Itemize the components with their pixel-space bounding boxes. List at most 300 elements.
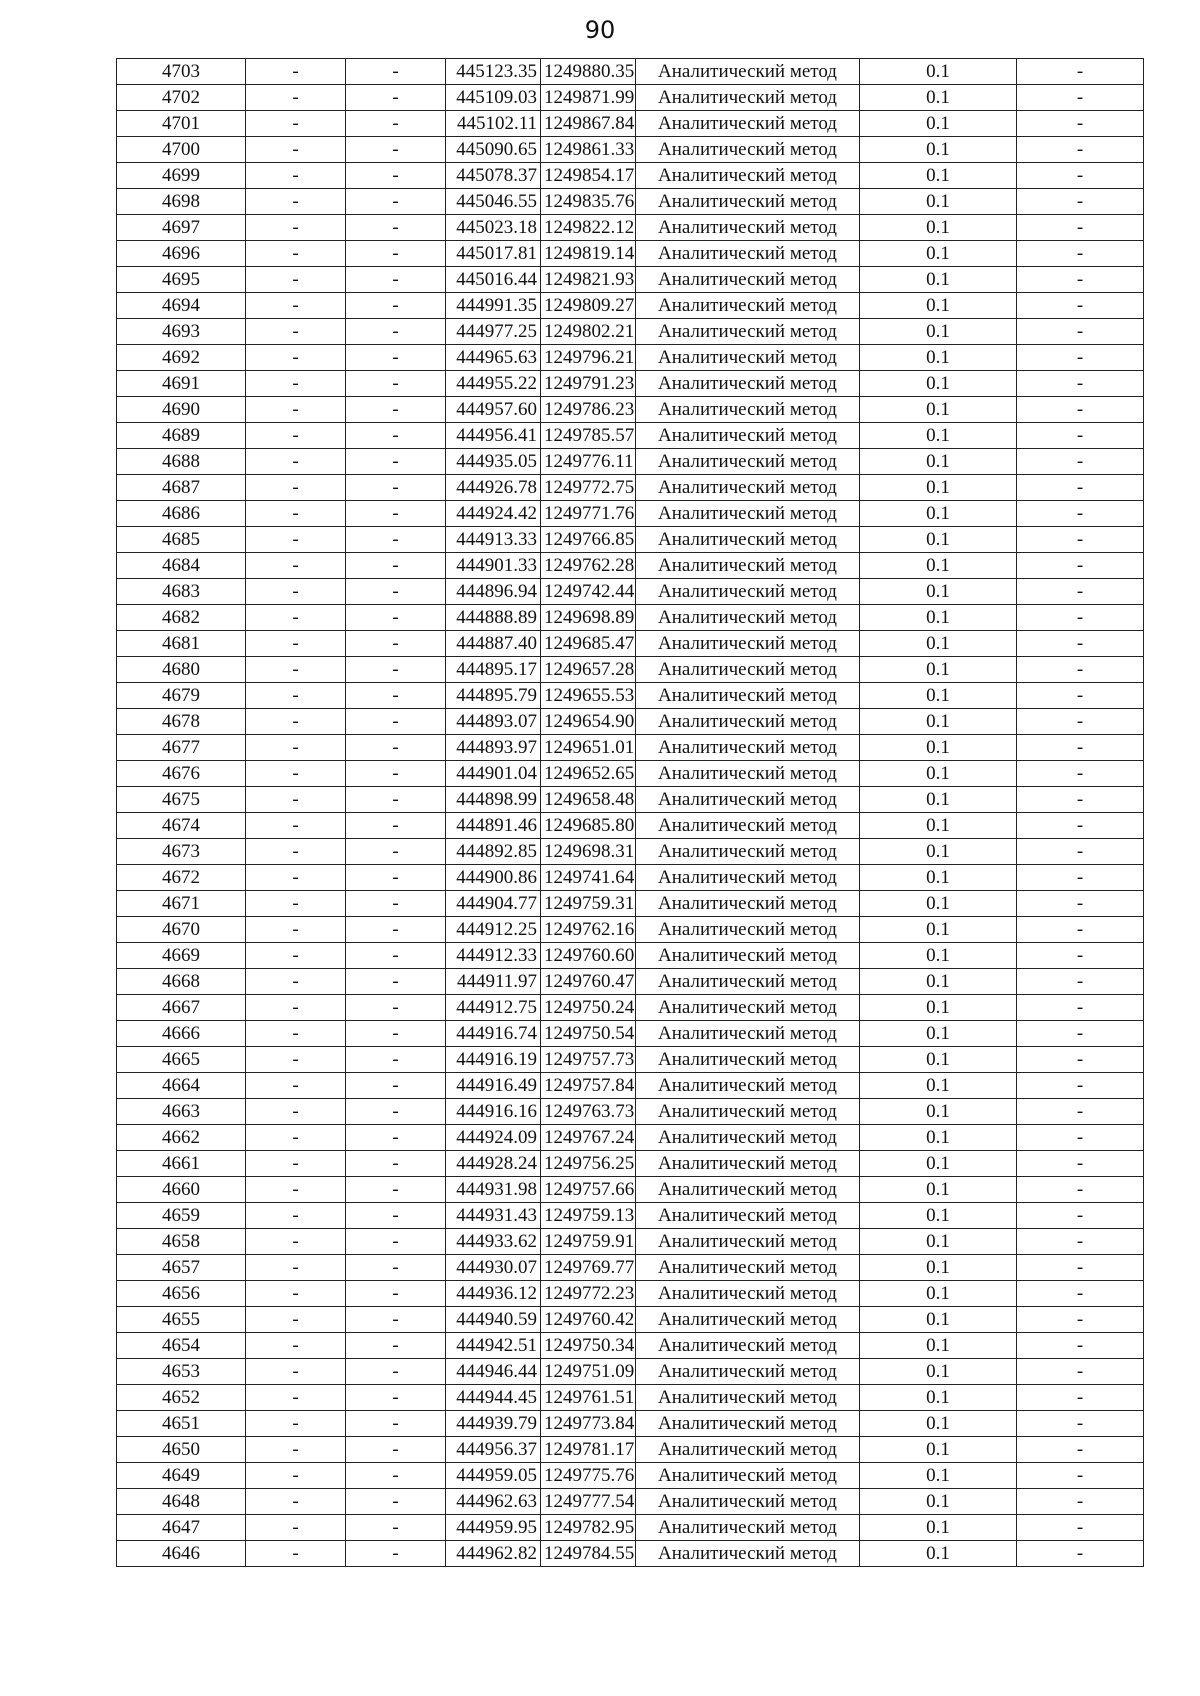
coordinate-y: 1249698.31 bbox=[541, 839, 636, 865]
coordinate-y: 1249655.53 bbox=[541, 683, 636, 709]
cell-dash-1: - bbox=[246, 1307, 346, 1333]
coordinate-x: 444900.86 bbox=[446, 865, 541, 891]
precision-cell: 0.1 bbox=[860, 1177, 1017, 1203]
cell-dash-3: - bbox=[1017, 1073, 1144, 1099]
coordinate-y: 1249750.34 bbox=[541, 1333, 636, 1359]
cell-dash-3: - bbox=[1017, 527, 1144, 553]
cell-dash-1: - bbox=[246, 397, 346, 423]
table-row bbox=[117, 1281, 1144, 1307]
coordinate-x: 444916.74 bbox=[446, 1021, 541, 1047]
method-cell: Аналитический метод bbox=[636, 943, 860, 969]
cell-dash-1: - bbox=[246, 1281, 346, 1307]
point-number: 4652 bbox=[117, 1385, 246, 1411]
precision-cell: 0.1 bbox=[860, 319, 1017, 345]
cell-dash-2: - bbox=[346, 657, 446, 683]
cell-dash-2: - bbox=[346, 1203, 446, 1229]
coordinate-y: 1249766.85 bbox=[541, 527, 636, 553]
coordinate-x: 444895.17 bbox=[446, 657, 541, 683]
point-number: 4655 bbox=[117, 1307, 246, 1333]
cell-dash-3: - bbox=[1017, 59, 1144, 85]
cell-dash-1: - bbox=[246, 657, 346, 683]
table-row bbox=[117, 995, 1144, 1021]
coordinate-y: 1249822.12 bbox=[541, 215, 636, 241]
table-row bbox=[117, 1047, 1144, 1073]
table-row bbox=[117, 475, 1144, 501]
coordinate-y: 1249819.14 bbox=[541, 241, 636, 267]
cell-dash-1: - bbox=[246, 1385, 346, 1411]
table-row bbox=[117, 1489, 1144, 1515]
precision-cell: 0.1 bbox=[860, 1463, 1017, 1489]
cell-dash-2: - bbox=[346, 1307, 446, 1333]
precision-cell: 0.1 bbox=[860, 1073, 1017, 1099]
precision-cell: 0.1 bbox=[860, 59, 1017, 85]
precision-cell: 0.1 bbox=[860, 839, 1017, 865]
coordinate-x: 444946.44 bbox=[446, 1359, 541, 1385]
point-number: 4647 bbox=[117, 1515, 246, 1541]
cell-dash-2: - bbox=[346, 605, 446, 631]
cell-dash-3: - bbox=[1017, 657, 1144, 683]
precision-cell: 0.1 bbox=[860, 345, 1017, 371]
coordinate-y: 1249751.09 bbox=[541, 1359, 636, 1385]
coordinate-x: 444924.09 bbox=[446, 1125, 541, 1151]
cell-dash-1: - bbox=[246, 683, 346, 709]
cell-dash-1: - bbox=[246, 865, 346, 891]
table-row bbox=[117, 865, 1144, 891]
cell-dash-1: - bbox=[246, 475, 346, 501]
cell-dash-2: - bbox=[346, 345, 446, 371]
table-row bbox=[117, 787, 1144, 813]
point-number: 4649 bbox=[117, 1463, 246, 1489]
coordinate-x: 444891.46 bbox=[446, 813, 541, 839]
cell-dash-1: - bbox=[246, 1229, 346, 1255]
coordinate-y: 1249658.48 bbox=[541, 787, 636, 813]
coordinate-y: 1249750.54 bbox=[541, 1021, 636, 1047]
cell-dash-1: - bbox=[246, 1203, 346, 1229]
cell-dash-2: - bbox=[346, 891, 446, 917]
table-row bbox=[117, 735, 1144, 761]
method-cell: Аналитический метод bbox=[636, 1229, 860, 1255]
cell-dash-2: - bbox=[346, 1177, 446, 1203]
cell-dash-2: - bbox=[346, 1125, 446, 1151]
point-number: 4656 bbox=[117, 1281, 246, 1307]
coordinate-x: 444959.05 bbox=[446, 1463, 541, 1489]
method-cell: Аналитический метод bbox=[636, 1125, 860, 1151]
point-number: 4691 bbox=[117, 371, 246, 397]
cell-dash-3: - bbox=[1017, 85, 1144, 111]
table-row bbox=[117, 293, 1144, 319]
coordinate-x: 444916.49 bbox=[446, 1073, 541, 1099]
cell-dash-3: - bbox=[1017, 449, 1144, 475]
coordinate-y: 1249775.76 bbox=[541, 1463, 636, 1489]
table-row bbox=[117, 1255, 1144, 1281]
table-row bbox=[117, 1229, 1144, 1255]
table-row bbox=[117, 1151, 1144, 1177]
coordinate-y: 1249871.99 bbox=[541, 85, 636, 111]
precision-cell: 0.1 bbox=[860, 1489, 1017, 1515]
point-number: 4688 bbox=[117, 449, 246, 475]
table-row bbox=[117, 1541, 1144, 1567]
cell-dash-1: - bbox=[246, 85, 346, 111]
method-cell: Аналитический метод bbox=[636, 1151, 860, 1177]
precision-cell: 0.1 bbox=[860, 1333, 1017, 1359]
cell-dash-1: - bbox=[246, 1541, 346, 1567]
coordinate-y: 1249767.24 bbox=[541, 1125, 636, 1151]
cell-dash-1: - bbox=[246, 891, 346, 917]
method-cell: Аналитический метод bbox=[636, 241, 860, 267]
coordinate-x: 444893.07 bbox=[446, 709, 541, 735]
coordinate-y: 1249777.54 bbox=[541, 1489, 636, 1515]
cell-dash-1: - bbox=[246, 1411, 346, 1437]
cell-dash-2: - bbox=[346, 137, 446, 163]
point-number: 4663 bbox=[117, 1099, 246, 1125]
cell-dash-2: - bbox=[346, 449, 446, 475]
point-number: 4675 bbox=[117, 787, 246, 813]
coordinate-y: 1249772.75 bbox=[541, 475, 636, 501]
precision-cell: 0.1 bbox=[860, 1255, 1017, 1281]
method-cell: Аналитический метод bbox=[636, 735, 860, 761]
precision-cell: 0.1 bbox=[860, 475, 1017, 501]
coordinate-x: 444911.97 bbox=[446, 969, 541, 995]
coordinate-x: 444892.85 bbox=[446, 839, 541, 865]
cell-dash-1: - bbox=[246, 371, 346, 397]
precision-cell: 0.1 bbox=[860, 1151, 1017, 1177]
precision-cell: 0.1 bbox=[860, 397, 1017, 423]
point-number: 4664 bbox=[117, 1073, 246, 1099]
cell-dash-3: - bbox=[1017, 267, 1144, 293]
point-number: 4674 bbox=[117, 813, 246, 839]
cell-dash-2: - bbox=[346, 995, 446, 1021]
method-cell: Аналитический метод bbox=[636, 397, 860, 423]
coordinate-x: 444926.78 bbox=[446, 475, 541, 501]
table-row bbox=[117, 683, 1144, 709]
table-row bbox=[117, 813, 1144, 839]
precision-cell: 0.1 bbox=[860, 1281, 1017, 1307]
precision-cell: 0.1 bbox=[860, 1125, 1017, 1151]
table-row bbox=[117, 501, 1144, 527]
table-row bbox=[117, 449, 1144, 475]
coordinate-y: 1249861.33 bbox=[541, 137, 636, 163]
table-row bbox=[117, 1463, 1144, 1489]
cell-dash-3: - bbox=[1017, 475, 1144, 501]
cell-dash-2: - bbox=[346, 839, 446, 865]
point-number: 4683 bbox=[117, 579, 246, 605]
cell-dash-3: - bbox=[1017, 943, 1144, 969]
table-row bbox=[117, 1307, 1144, 1333]
coordinate-y: 1249760.42 bbox=[541, 1307, 636, 1333]
point-number: 4654 bbox=[117, 1333, 246, 1359]
point-number: 4671 bbox=[117, 891, 246, 917]
method-cell: Аналитический метод bbox=[636, 293, 860, 319]
method-cell: Аналитический метод bbox=[636, 1203, 860, 1229]
coordinate-y: 1249761.51 bbox=[541, 1385, 636, 1411]
precision-cell: 0.1 bbox=[860, 1541, 1017, 1567]
cell-dash-3: - bbox=[1017, 1099, 1144, 1125]
method-cell: Аналитический метод bbox=[636, 1463, 860, 1489]
cell-dash-1: - bbox=[246, 449, 346, 475]
point-number: 4687 bbox=[117, 475, 246, 501]
coordinate-x: 444955.22 bbox=[446, 371, 541, 397]
cell-dash-3: - bbox=[1017, 1203, 1144, 1229]
point-number: 4685 bbox=[117, 527, 246, 553]
coordinate-x: 445102.11 bbox=[446, 111, 541, 137]
point-number: 4703 bbox=[117, 59, 246, 85]
coordinate-x: 444893.97 bbox=[446, 735, 541, 761]
cell-dash-2: - bbox=[346, 1021, 446, 1047]
method-cell: Аналитический метод bbox=[636, 501, 860, 527]
table-row bbox=[117, 1099, 1144, 1125]
point-number: 4670 bbox=[117, 917, 246, 943]
cell-dash-2: - bbox=[346, 631, 446, 657]
method-cell: Аналитический метод bbox=[636, 371, 860, 397]
method-cell: Аналитический метод bbox=[636, 839, 860, 865]
table-row bbox=[117, 137, 1144, 163]
cell-dash-2: - bbox=[346, 293, 446, 319]
table-row bbox=[117, 553, 1144, 579]
precision-cell: 0.1 bbox=[860, 943, 1017, 969]
point-number: 4662 bbox=[117, 1125, 246, 1151]
cell-dash-1: - bbox=[246, 735, 346, 761]
precision-cell: 0.1 bbox=[860, 657, 1017, 683]
coordinate-x: 445017.81 bbox=[446, 241, 541, 267]
cell-dash-1: - bbox=[246, 111, 346, 137]
precision-cell: 0.1 bbox=[860, 1203, 1017, 1229]
cell-dash-1: - bbox=[246, 423, 346, 449]
method-cell: Аналитический метод bbox=[636, 657, 860, 683]
cell-dash-2: - bbox=[346, 215, 446, 241]
table-row bbox=[117, 579, 1144, 605]
cell-dash-3: - bbox=[1017, 579, 1144, 605]
point-number: 4665 bbox=[117, 1047, 246, 1073]
point-number: 4651 bbox=[117, 1411, 246, 1437]
table-row bbox=[117, 709, 1144, 735]
precision-cell: 0.1 bbox=[860, 1047, 1017, 1073]
cell-dash-3: - bbox=[1017, 1411, 1144, 1437]
table-row bbox=[117, 371, 1144, 397]
cell-dash-2: - bbox=[346, 787, 446, 813]
method-cell: Аналитический метод bbox=[636, 995, 860, 1021]
method-cell: Аналитический метод bbox=[636, 1099, 860, 1125]
cell-dash-2: - bbox=[346, 501, 446, 527]
coordinate-x: 444956.41 bbox=[446, 423, 541, 449]
coordinate-y: 1249769.77 bbox=[541, 1255, 636, 1281]
precision-cell: 0.1 bbox=[860, 605, 1017, 631]
method-cell: Аналитический метод bbox=[636, 1255, 860, 1281]
cell-dash-3: - bbox=[1017, 371, 1144, 397]
point-number: 4701 bbox=[117, 111, 246, 137]
method-cell: Аналитический метод bbox=[636, 1489, 860, 1515]
method-cell: Аналитический метод bbox=[636, 969, 860, 995]
cell-dash-1: - bbox=[246, 969, 346, 995]
cell-dash-1: - bbox=[246, 189, 346, 215]
cell-dash-2: - bbox=[346, 1411, 446, 1437]
method-cell: Аналитический метод bbox=[636, 163, 860, 189]
table-row bbox=[117, 943, 1144, 969]
cell-dash-2: - bbox=[346, 969, 446, 995]
method-cell: Аналитический метод bbox=[636, 813, 860, 839]
precision-cell: 0.1 bbox=[860, 1515, 1017, 1541]
coordinate-x: 444931.98 bbox=[446, 1177, 541, 1203]
coordinate-x: 444898.99 bbox=[446, 787, 541, 813]
cell-dash-2: - bbox=[346, 1489, 446, 1515]
cell-dash-3: - bbox=[1017, 111, 1144, 137]
cell-dash-3: - bbox=[1017, 1463, 1144, 1489]
coordinate-y: 1249760.47 bbox=[541, 969, 636, 995]
table-row bbox=[117, 397, 1144, 423]
coordinate-x: 444957.60 bbox=[446, 397, 541, 423]
point-number: 4668 bbox=[117, 969, 246, 995]
cell-dash-2: - bbox=[346, 735, 446, 761]
coordinate-y: 1249796.21 bbox=[541, 345, 636, 371]
precision-cell: 0.1 bbox=[860, 891, 1017, 917]
cell-dash-2: - bbox=[346, 1047, 446, 1073]
coordinate-y: 1249776.11 bbox=[541, 449, 636, 475]
method-cell: Аналитический метод bbox=[636, 1385, 860, 1411]
coordinate-y: 1249757.84 bbox=[541, 1073, 636, 1099]
cell-dash-1: - bbox=[246, 1021, 346, 1047]
cell-dash-1: - bbox=[246, 137, 346, 163]
cell-dash-1: - bbox=[246, 1359, 346, 1385]
coordinate-y: 1249762.16 bbox=[541, 917, 636, 943]
coordinate-x: 445046.55 bbox=[446, 189, 541, 215]
coordinate-x: 445023.18 bbox=[446, 215, 541, 241]
coordinate-y: 1249782.95 bbox=[541, 1515, 636, 1541]
coordinate-y: 1249759.31 bbox=[541, 891, 636, 917]
cell-dash-3: - bbox=[1017, 1229, 1144, 1255]
cell-dash-3: - bbox=[1017, 293, 1144, 319]
method-cell: Аналитический метод bbox=[636, 553, 860, 579]
cell-dash-2: - bbox=[346, 397, 446, 423]
cell-dash-3: - bbox=[1017, 1541, 1144, 1567]
point-number: 4676 bbox=[117, 761, 246, 787]
precision-cell: 0.1 bbox=[860, 111, 1017, 137]
coordinate-y: 1249785.57 bbox=[541, 423, 636, 449]
precision-cell: 0.1 bbox=[860, 865, 1017, 891]
method-cell: Аналитический метод bbox=[636, 423, 860, 449]
coordinate-y: 1249652.65 bbox=[541, 761, 636, 787]
method-cell: Аналитический метод bbox=[636, 1047, 860, 1073]
cell-dash-1: - bbox=[246, 553, 346, 579]
coordinate-y: 1249802.21 bbox=[541, 319, 636, 345]
table-body bbox=[117, 59, 1144, 1567]
cell-dash-3: - bbox=[1017, 501, 1144, 527]
point-number: 4666 bbox=[117, 1021, 246, 1047]
precision-cell: 0.1 bbox=[860, 1437, 1017, 1463]
cell-dash-2: - bbox=[346, 475, 446, 501]
cell-dash-3: - bbox=[1017, 813, 1144, 839]
cell-dash-3: - bbox=[1017, 1047, 1144, 1073]
method-cell: Аналитический метод bbox=[636, 1177, 860, 1203]
method-cell: Аналитический метод bbox=[636, 345, 860, 371]
method-cell: Аналитический метод bbox=[636, 1541, 860, 1567]
method-cell: Аналитический метод bbox=[636, 1411, 860, 1437]
table-row bbox=[117, 969, 1144, 995]
coordinate-x: 444924.42 bbox=[446, 501, 541, 527]
cell-dash-3: - bbox=[1017, 1359, 1144, 1385]
point-number: 4693 bbox=[117, 319, 246, 345]
table-row bbox=[117, 1515, 1144, 1541]
method-cell: Аналитический метод bbox=[636, 1307, 860, 1333]
cell-dash-2: - bbox=[346, 683, 446, 709]
cell-dash-1: - bbox=[246, 527, 346, 553]
coordinate-x: 444956.37 bbox=[446, 1437, 541, 1463]
coordinate-y: 1249763.73 bbox=[541, 1099, 636, 1125]
cell-dash-2: - bbox=[346, 1229, 446, 1255]
method-cell: Аналитический метод bbox=[636, 111, 860, 137]
table-row bbox=[117, 1073, 1144, 1099]
point-number: 4673 bbox=[117, 839, 246, 865]
coordinate-x: 444991.35 bbox=[446, 293, 541, 319]
cell-dash-3: - bbox=[1017, 1515, 1144, 1541]
table-row bbox=[117, 59, 1144, 85]
cell-dash-3: - bbox=[1017, 345, 1144, 371]
cell-dash-1: - bbox=[246, 319, 346, 345]
method-cell: Аналитический метод bbox=[636, 1359, 860, 1385]
point-number: 4657 bbox=[117, 1255, 246, 1281]
coordinates-table bbox=[116, 58, 1144, 1567]
cell-dash-2: - bbox=[346, 553, 446, 579]
point-number: 4669 bbox=[117, 943, 246, 969]
precision-cell: 0.1 bbox=[860, 241, 1017, 267]
coordinate-y: 1249685.47 bbox=[541, 631, 636, 657]
cell-dash-1: - bbox=[246, 293, 346, 319]
coordinate-y: 1249757.66 bbox=[541, 1177, 636, 1203]
cell-dash-1: - bbox=[246, 1515, 346, 1541]
coordinate-x: 444916.16 bbox=[446, 1099, 541, 1125]
point-number: 4679 bbox=[117, 683, 246, 709]
coordinate-x: 444933.62 bbox=[446, 1229, 541, 1255]
cell-dash-2: - bbox=[346, 111, 446, 137]
coordinate-x: 444959.95 bbox=[446, 1515, 541, 1541]
method-cell: Аналитический метод bbox=[636, 267, 860, 293]
cell-dash-2: - bbox=[346, 319, 446, 345]
cell-dash-1: - bbox=[246, 995, 346, 1021]
cell-dash-1: - bbox=[246, 1073, 346, 1099]
table-row bbox=[117, 1385, 1144, 1411]
precision-cell: 0.1 bbox=[860, 423, 1017, 449]
page-number: 90 bbox=[584, 16, 616, 44]
cell-dash-1: - bbox=[246, 241, 346, 267]
cell-dash-1: - bbox=[246, 709, 346, 735]
precision-cell: 0.1 bbox=[860, 995, 1017, 1021]
cell-dash-3: - bbox=[1017, 839, 1144, 865]
table-row bbox=[117, 1359, 1144, 1385]
cell-dash-3: - bbox=[1017, 553, 1144, 579]
cell-dash-3: - bbox=[1017, 891, 1144, 917]
method-cell: Аналитический метод bbox=[636, 85, 860, 111]
cell-dash-1: - bbox=[246, 1463, 346, 1489]
cell-dash-3: - bbox=[1017, 1255, 1144, 1281]
cell-dash-3: - bbox=[1017, 1307, 1144, 1333]
cell-dash-1: - bbox=[246, 267, 346, 293]
point-number: 4692 bbox=[117, 345, 246, 371]
precision-cell: 0.1 bbox=[860, 579, 1017, 605]
precision-cell: 0.1 bbox=[860, 189, 1017, 215]
point-number: 4658 bbox=[117, 1229, 246, 1255]
cell-dash-3: - bbox=[1017, 319, 1144, 345]
coordinate-x: 444962.63 bbox=[446, 1489, 541, 1515]
point-number: 4696 bbox=[117, 241, 246, 267]
table-row bbox=[117, 1125, 1144, 1151]
point-number: 4678 bbox=[117, 709, 246, 735]
method-cell: Аналитический метод bbox=[636, 787, 860, 813]
method-cell: Аналитический метод bbox=[636, 1437, 860, 1463]
cell-dash-2: - bbox=[346, 1463, 446, 1489]
precision-cell: 0.1 bbox=[860, 917, 1017, 943]
point-number: 4699 bbox=[117, 163, 246, 189]
coordinate-x: 444965.63 bbox=[446, 345, 541, 371]
cell-dash-1: - bbox=[246, 345, 346, 371]
point-number: 4661 bbox=[117, 1151, 246, 1177]
